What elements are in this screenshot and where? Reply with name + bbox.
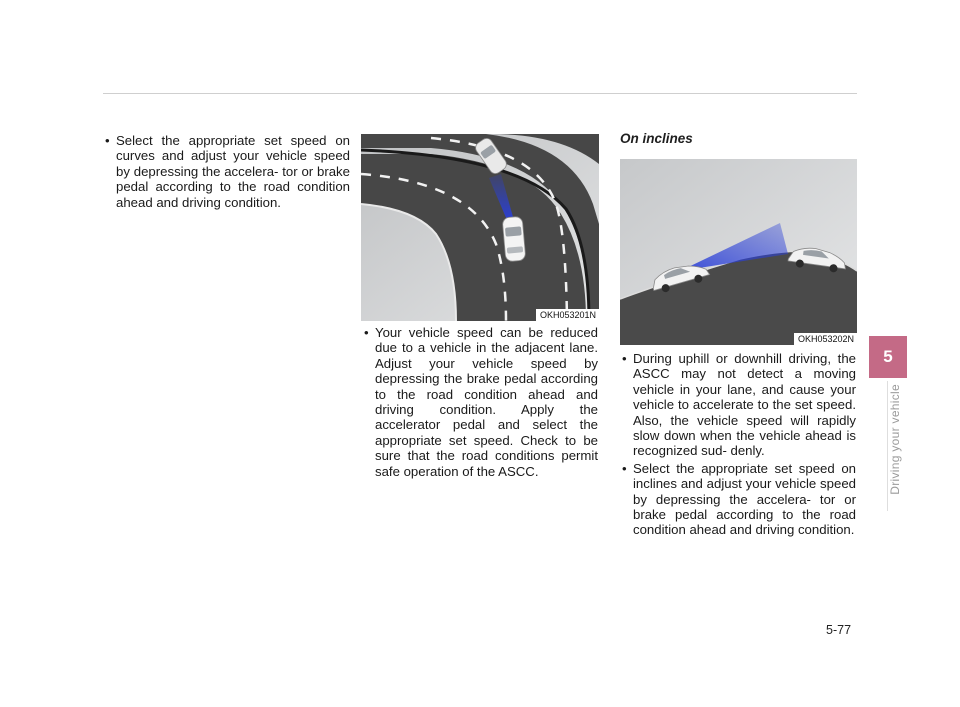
page-number: 5-77 (826, 623, 852, 637)
incline-illustration (620, 159, 857, 345)
section-heading: On inclines (620, 131, 693, 146)
curve-road-illustration (361, 134, 599, 321)
incline-road-figure (620, 159, 857, 345)
column-1-text (103, 133, 350, 212)
figure-code: OKH053201N (536, 309, 599, 321)
bullet-list (620, 351, 856, 538)
curve-road-figure (361, 134, 599, 321)
column-3-text (620, 351, 856, 540)
figure-code: OKH053202N (794, 333, 857, 345)
bullet-item: • Your vehicle speed can be reduced due to a vehicle in the adjacent lane. Adjust your vehicle speed by depressing the brake pedal according to the road condition ahead and driving condition. Apply the accelerator pedal and select the appropriate set speed. Check to be sure that the road conditions permit safe operation of the ASCC. (362, 325, 598, 479)
section-number: 5 (883, 347, 893, 366)
bullet-item: • During uphill or downhill driving, the ASCC may not detect a moving vehicle in your lane, and cause your vehicle to accelerate to the set speed. Also, the vehicle speed will rapidly slow down when the vehicle ahead is recognized sud- denly. (620, 351, 856, 459)
bullet-list (362, 325, 598, 479)
bullet-item: • Select the appropriate set speed on curves and adjust your vehicle speed by depressing the accelera- tor or brake pedal according to the road condition ahead and driving condition. (103, 133, 350, 210)
header-rule (103, 93, 857, 94)
bullet-item: • Select the appropriate set speed on inclines and adjust your vehicle speed by depressing the accelera- tor or brake pedal according to the road condition ahead and driving condition. (620, 461, 856, 538)
column-2-text (362, 325, 598, 481)
bullet-list (103, 133, 350, 210)
section-tab (869, 336, 907, 378)
section-title: Driving your vehicle (888, 384, 902, 495)
